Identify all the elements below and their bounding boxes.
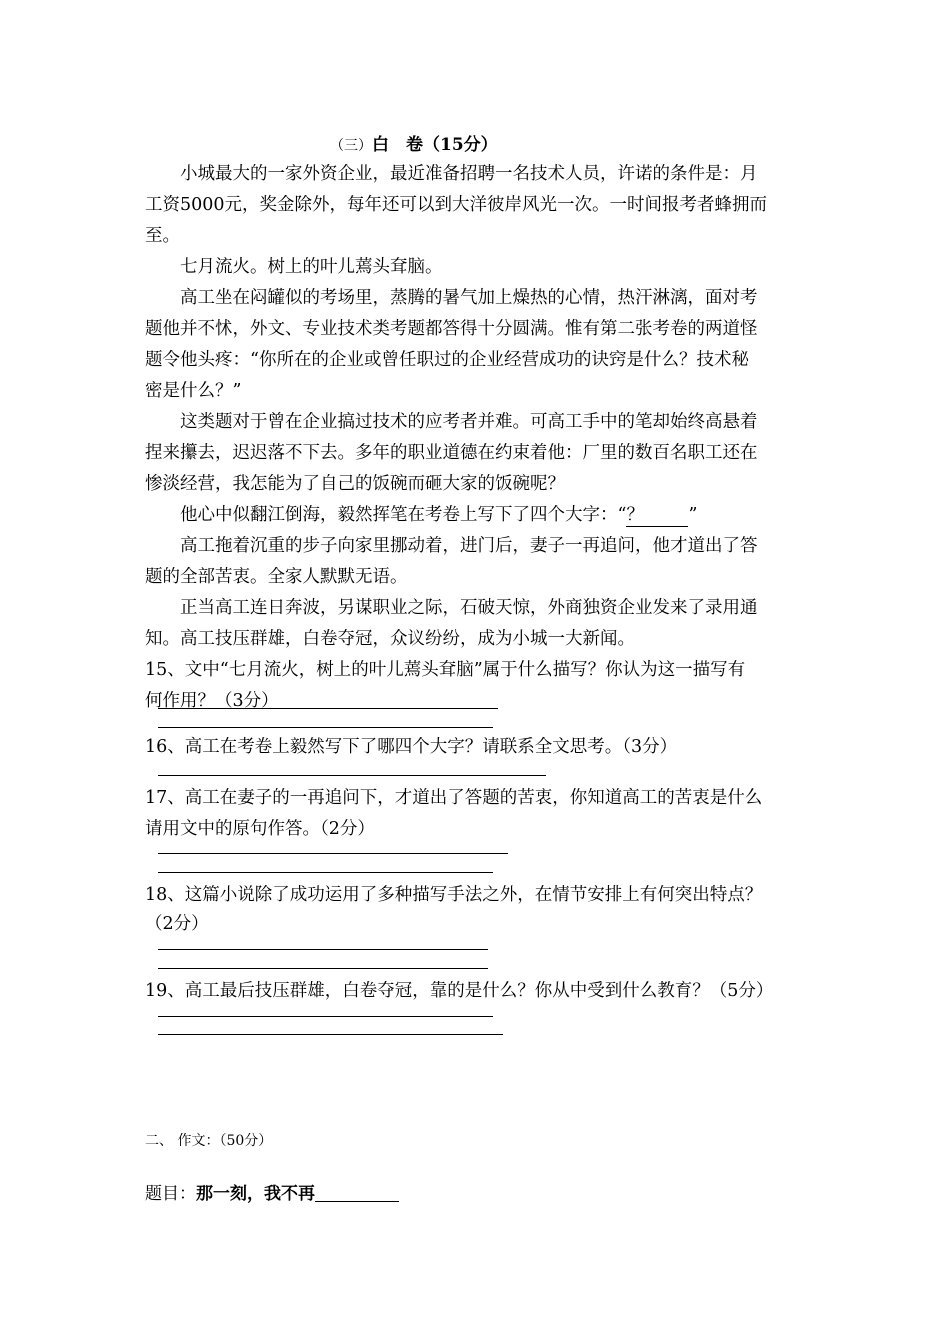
topic-label: 题目：	[145, 1184, 196, 1204]
section-score: （15分）	[423, 135, 498, 155]
four-chars-blank[interactable]: ？	[626, 504, 688, 527]
passage-line: 惨淡经营，我怎能为了自己的饭碗而砸大家的饭碗呢？	[145, 474, 565, 494]
answer-line-19b[interactable]	[158, 1034, 503, 1035]
question-15-line-1: 15、文中“七月流火，树上的叶儿蔫头耷脑”属于什么描写？你认为这一描写有	[145, 660, 746, 680]
passage-line: 题的全部苦衷。全家人默默无语。	[145, 567, 408, 587]
question-17-line-2: 请用文中的原句作答。（2分）	[145, 819, 375, 839]
topic-title: 那一刻，我不再	[196, 1184, 315, 1204]
answer-line-17b[interactable]	[158, 872, 493, 873]
answer-line-19a[interactable]	[158, 1016, 493, 1017]
question-15-line-2: 何作用？（3分）	[145, 691, 279, 711]
question-18-line-2: （2分）	[145, 914, 209, 934]
four-chars-after: ”	[688, 505, 698, 525]
question-17-line-1: 17、高工在妻子的一再追问下，才道出了答题的苦衷，你知道高工的苦衷是什么	[145, 788, 763, 808]
question-18-line-1: 18、这篇小说除了成功运用了多种描写手法之外，在情节安排上有何突出特点？	[145, 885, 763, 905]
passage-line: 题他并不怵，外文、专业技术类考题都答得十分圆满。惟有第二张考卷的两道怪	[145, 319, 758, 339]
answer-line-15b[interactable]	[158, 727, 493, 728]
section-prefix: （三）	[330, 138, 372, 154]
passage-line: 小城最大的一家外资企业，最近准备招聘一名技术人员，许诺的条件是：月	[145, 164, 758, 184]
question-19: 19、高工最后技压群雄，白卷夺冠，靠的是什么？你从中受到什么教育？（5分）	[145, 981, 774, 1001]
composition-heading: 二、 作文：（50分）	[145, 1133, 273, 1149]
passage-line: 题令他头疼：“你所在的企业或曾任职过的企业经营成功的诀窍是什么？技术秘	[145, 350, 749, 370]
answer-line-16[interactable]	[158, 775, 546, 776]
four-chars-before: 他心中似翻江倒海，毅然挥笔在考卷上写下了四个大字：“	[145, 505, 627, 525]
section-title	[330, 134, 498, 157]
passage-line: 高工拖着沉重的步子向家里挪动着，进门后，妻子一再追问，他才道出了答	[145, 536, 758, 556]
passage-line: 高工坐在闷罐似的考场里，蒸腾的暑气加上燥热的心情，热汗淋漓，面对考	[145, 288, 758, 308]
answer-line-18a[interactable]	[158, 949, 488, 950]
passage-line: 工资5000元，奖金除外，每年还可以到大洋彼岸风光一次。一时间报考者蜂拥而	[145, 195, 768, 215]
composition-topic	[145, 1181, 399, 1205]
passage-line: 捏来攥去，迟迟落不下去。多年的职业道德在约束着他：厂里的数百名职工还在	[145, 443, 758, 463]
topic-blank[interactable]	[315, 1181, 399, 1202]
passage-line: 知。高工技压群雄，白卷夺冠，众议纷纷，成为小城一大新闻。	[145, 629, 635, 649]
question-16: 16、高工在考卷上毅然写下了哪四个大字？请联系全文思考。（3分）	[145, 737, 678, 757]
answer-line-17a[interactable]	[158, 853, 508, 854]
passage-line: 密是什么？”	[145, 381, 242, 401]
passage-line: 正当高工连日奔波，另谋职业之际，石破天惊，外商独资企业发来了录用通	[145, 598, 758, 618]
section-title-text: 白 卷	[372, 135, 423, 155]
answer-line-18b[interactable]	[158, 968, 488, 969]
passage-line: 七月流火。树上的叶儿蔫头耷脑。	[145, 257, 443, 277]
passage-line: 这类题对于曾在企业搞过技术的应考者并难。可高工手中的笔却始终高悬着	[145, 412, 758, 432]
passage-line-four-chars	[145, 504, 697, 527]
answer-line-15a[interactable]	[158, 708, 498, 709]
passage-line: 至。	[145, 226, 180, 246]
